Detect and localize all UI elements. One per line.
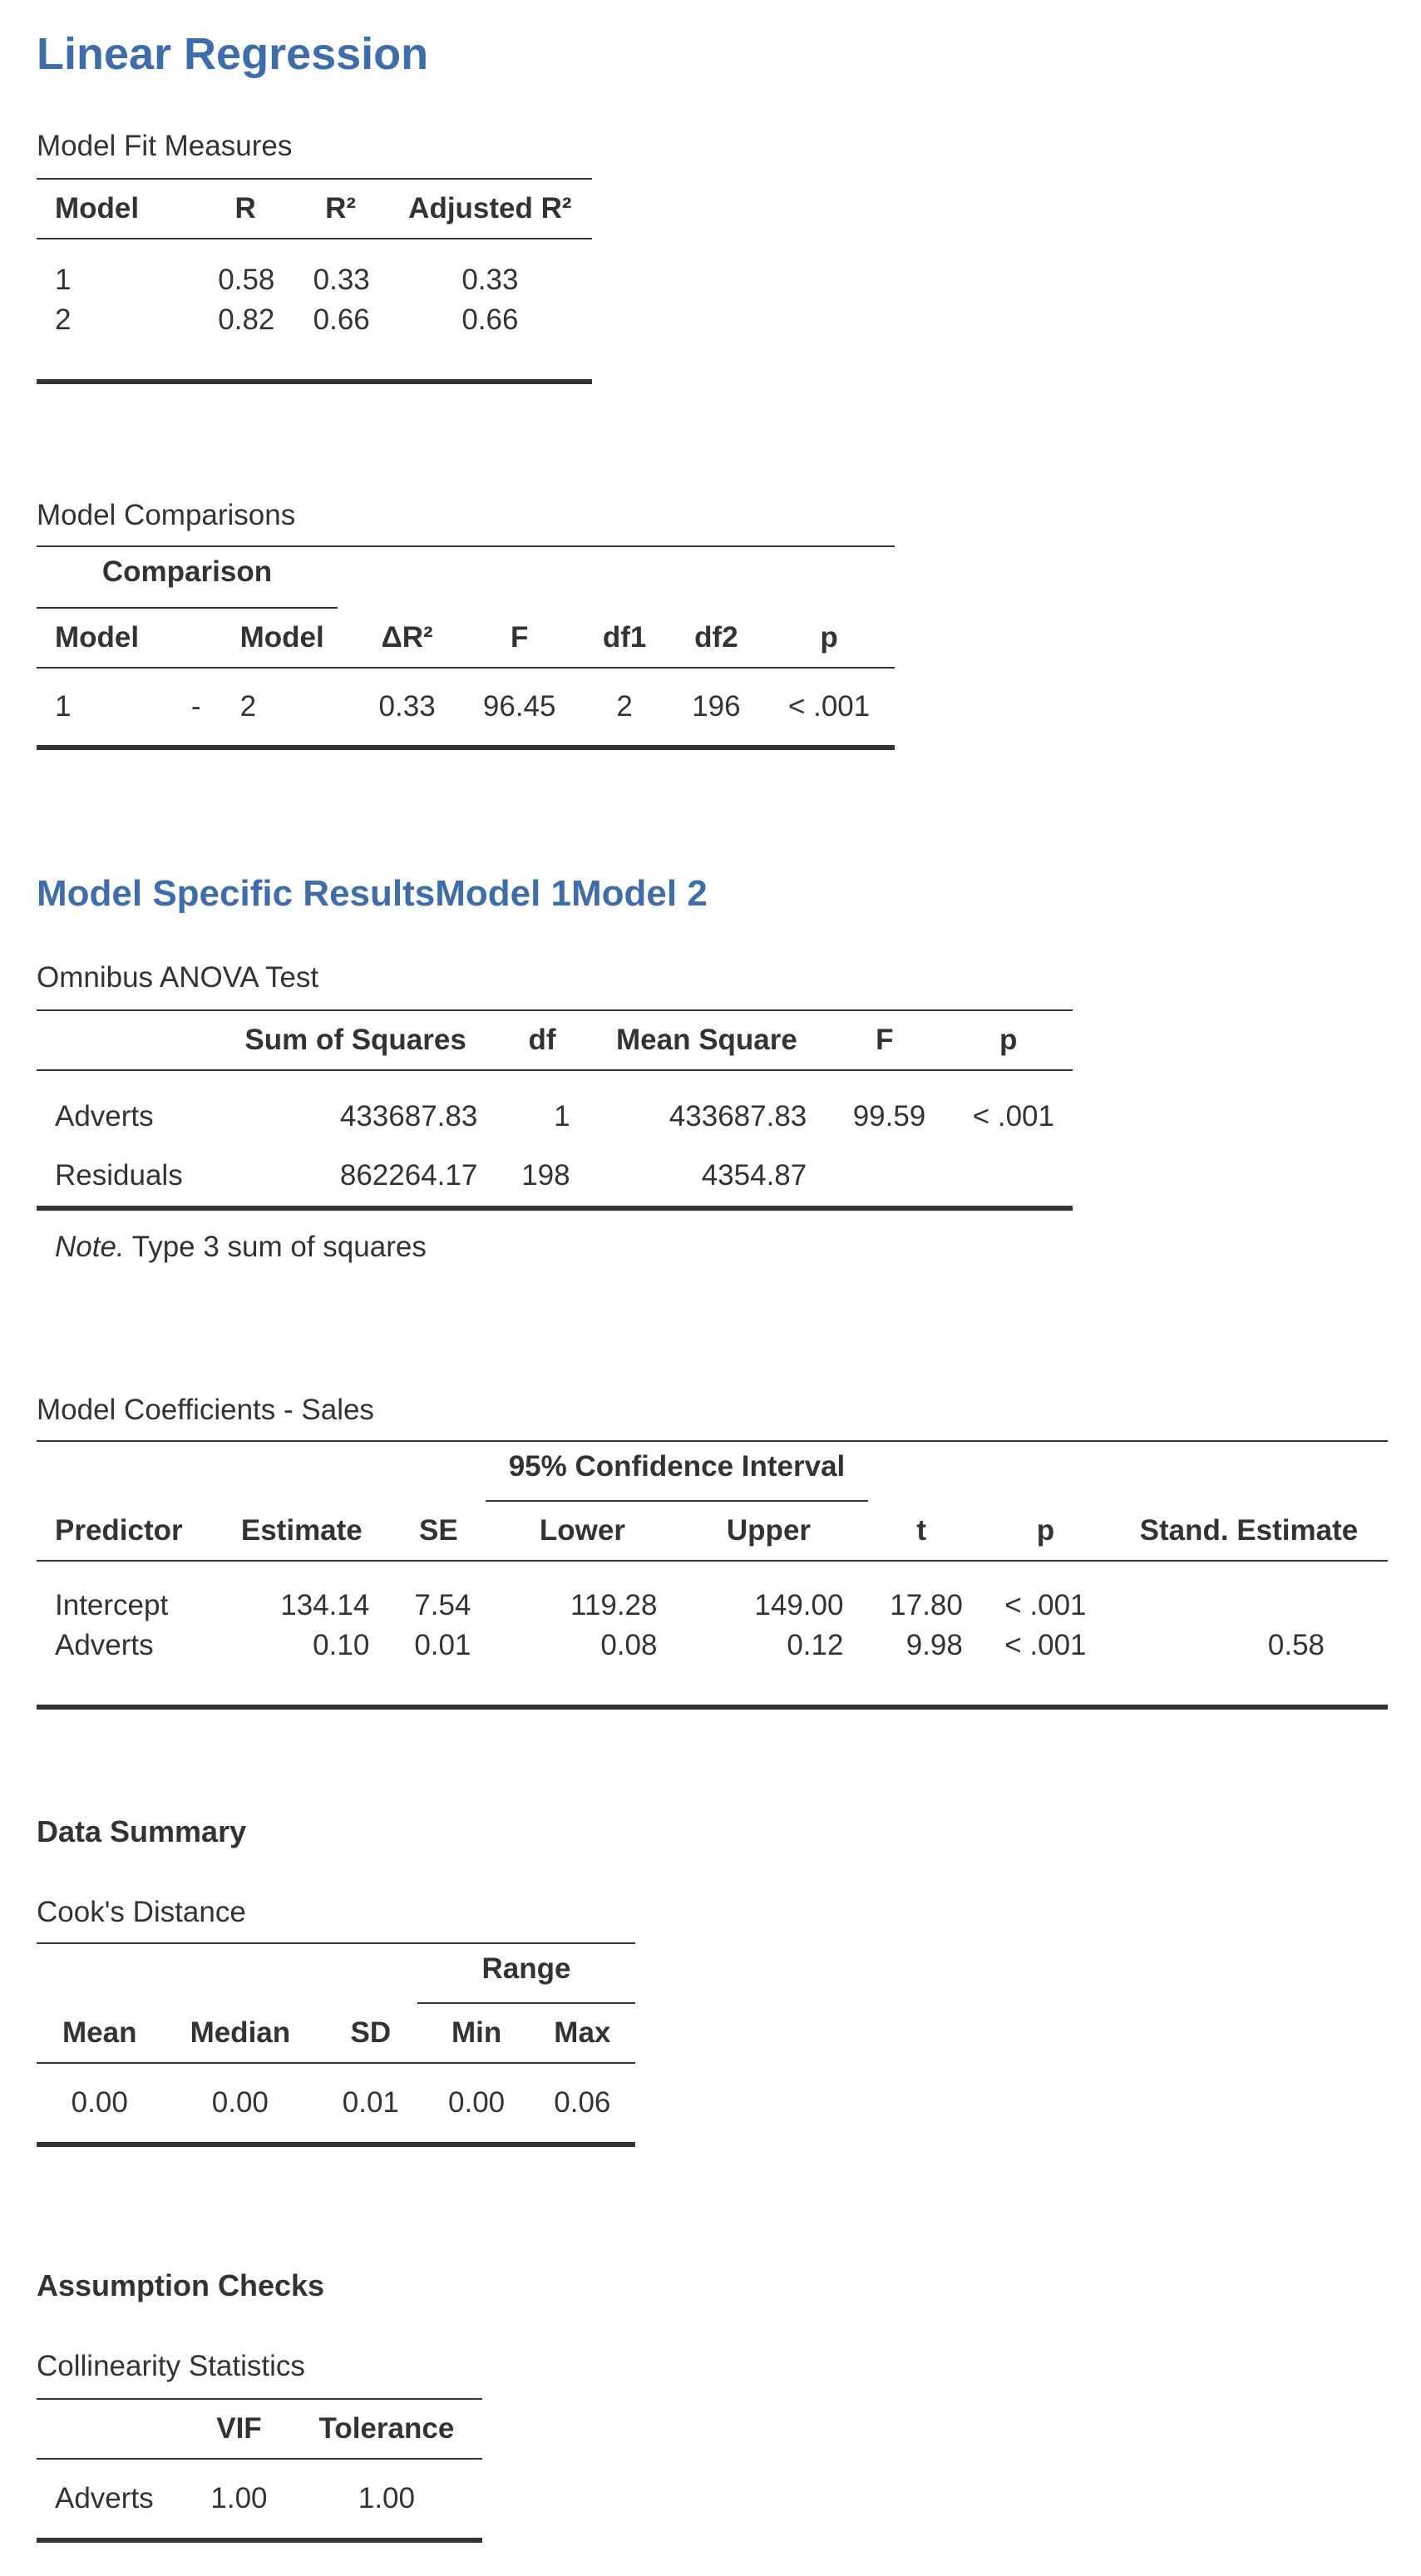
comparison-group-header: Comparison bbox=[101, 555, 273, 588]
col-header: Model bbox=[37, 179, 198, 239]
anova-table: Sum of Squares df Mean Square F p Adverts 433687.83 1 433687.83 99.59 < .001 Residuals 862264.17 198 4354.87 bbox=[37, 1009, 1073, 1211]
model-fit-table bbox=[37, 178, 592, 384]
collinearity-table: VIF Tolerance Adverts 1.00 1.00 bbox=[37, 2398, 482, 2543]
range-group-header: Range bbox=[481, 1952, 571, 1985]
table-row: 1 0.58 0.33 0.33 bbox=[55, 264, 519, 296]
table-row: Intercept 134.14 7.54 119.28 149.00 17.80 < .001 bbox=[55, 1589, 1087, 1621]
model-comparisons-caption: Model Comparisons bbox=[37, 499, 296, 531]
model-specific-title: Model Specific ResultsModel 1Model 2 bbox=[37, 873, 708, 914]
model-comparisons-table: Model Model ΔR² F df1 df2 p 1 - 2 0.33 96.45 2 196 < .001 bbox=[37, 609, 895, 750]
table-row: Adverts 0.10 0.01 0.08 0.12 9.98 < .001 0.58 bbox=[55, 1629, 1325, 1661]
coefficients-table: Predictor Estimate SE Lower Upper t p Stand. Estimate Intercept 134.14 7.54 119.28 149.00 17.80 < .001 Adverts 0.10 0.01 0.08 0.12 9.98 < .001 0.58 bbox=[37, 1502, 1388, 1710]
assumption-checks-title: Assumption Checks bbox=[37, 2268, 325, 2302]
table-row: Adverts 433687.83 1 433687.83 99.59 < .001 bbox=[55, 1100, 1054, 1133]
page-title: Linear Regression bbox=[37, 29, 429, 79]
table-row: 0.00 0.00 0.01 0.00 0.06 bbox=[71, 2086, 611, 2119]
cooks-distance-caption: Cook's Distance bbox=[37, 1896, 246, 1928]
table-row: Residuals 862264.17 198 4354.87 bbox=[55, 1158, 807, 1192]
table-row: Adverts 1.00 1.00 bbox=[55, 2482, 415, 2514]
collinearity-caption: Collinearity Statistics bbox=[37, 2350, 305, 2382]
cooks-distance-table: Mean Median SD Min Max 0.00 0.00 0.01 0.00 0.06 bbox=[37, 2004, 635, 2147]
coefficients-caption: Model Coefficients - Sales bbox=[37, 1394, 374, 1426]
model-fit-caption: Model Fit Measures bbox=[37, 130, 293, 162]
table-row: 2 0.82 0.66 0.66 bbox=[55, 303, 519, 336]
col-header: R² bbox=[293, 179, 387, 239]
data-summary-title: Data Summary bbox=[37, 1814, 247, 1848]
table-row: 1 - 2 0.33 96.45 2 196 < .001 bbox=[55, 690, 871, 723]
col-header: R bbox=[198, 179, 293, 239]
anova-caption: Omnibus ANOVA Test bbox=[37, 961, 319, 994]
col-header: Adjusted R² bbox=[388, 179, 592, 239]
anova-note: Note. Type 3 sum of squares bbox=[55, 1231, 427, 1263]
ci-group-header: 95% Confidence Interval bbox=[508, 1450, 846, 1483]
